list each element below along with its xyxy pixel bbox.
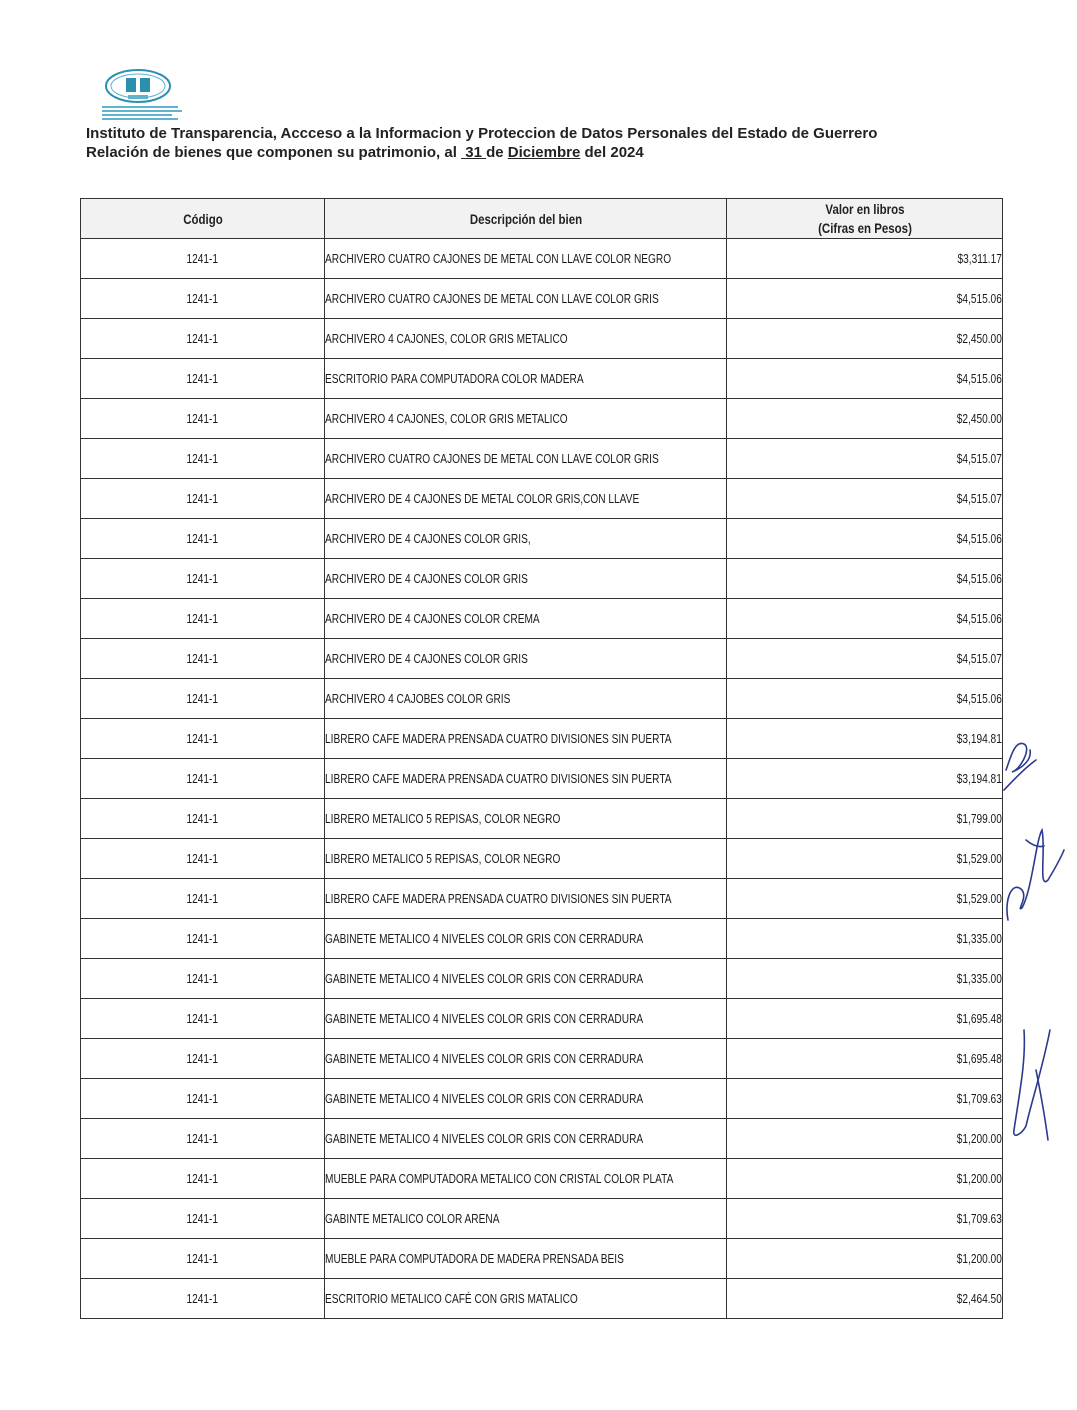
asset-value: $4,515.06 (727, 519, 1003, 559)
table-row (81, 519, 1003, 559)
asset-value: $1,200.00 (727, 1119, 1003, 1159)
asset-description: GABINETE METALICO 4 NIVELES COLOR GRIS CON CERRADURA (325, 959, 727, 999)
asset-code: 1241-1 (81, 1039, 325, 1079)
asset-description: LIBRERO METALICO 5 REPISAS, COLOR NEGRO (325, 839, 727, 879)
table-row (81, 1079, 1003, 1119)
table-row (81, 359, 1003, 399)
asset-description: ARCHIVERO DE 4 CAJONES DE METAL COLOR GRIS,CON LLAVE (325, 479, 727, 519)
asset-code: 1241-1 (81, 1079, 325, 1119)
table-row (81, 1279, 1003, 1319)
signatures (1002, 730, 1072, 1160)
table-row (81, 559, 1003, 599)
asset-description: LIBRERO CAFE MADERA PRENSADA CUATRO DIVISIONES SIN PUERTA (325, 759, 727, 799)
asset-code: 1241-1 (81, 1119, 325, 1159)
table-row (81, 799, 1003, 839)
asset-code: 1241-1 (81, 439, 325, 479)
table-row (81, 639, 1003, 679)
table-row (81, 279, 1003, 319)
table-row (81, 919, 1003, 959)
table-row (81, 759, 1003, 799)
table-row (81, 959, 1003, 999)
asset-value: $1,200.00 (727, 1239, 1003, 1279)
asset-value: $1,695.48 (727, 999, 1003, 1039)
asset-description: ARCHIVERO CUATRO CAJONES DE METAL CON LLAVE COLOR NEGRO (325, 239, 727, 279)
asset-code: 1241-1 (81, 319, 325, 359)
asset-code: 1241-1 (81, 1199, 325, 1239)
asset-code: 1241-1 (81, 1239, 325, 1279)
asset-value: $1,695.48 (727, 1039, 1003, 1079)
asset-value: $1,799.00 (727, 799, 1003, 839)
asset-description: LIBRERO METALICO 5 REPISAS, COLOR NEGRO (325, 799, 727, 839)
report-day: 31 (465, 144, 482, 161)
asset-code: 1241-1 (81, 479, 325, 519)
asset-description: ARCHIVERO DE 4 CAJONES COLOR GRIS (325, 639, 727, 679)
asset-code: 1241-1 (81, 639, 325, 679)
asset-code: 1241-1 (81, 959, 325, 999)
asset-description: LIBRERO CAFE MADERA PRENSADA CUATRO DIVISIONES SIN PUERTA (325, 719, 727, 759)
asset-code: 1241-1 (81, 279, 325, 319)
table-row (81, 1119, 1003, 1159)
asset-description: MUEBLE PARA COMPUTADORA DE MADERA PRENSADA BEIS (325, 1239, 727, 1279)
asset-value: $4,515.06 (727, 599, 1003, 639)
asset-code: 1241-1 (81, 919, 325, 959)
table-row (81, 319, 1003, 359)
asset-description: ARCHIVERO DE 4 CAJONES COLOR GRIS, (325, 519, 727, 559)
asset-code: 1241-1 (81, 879, 325, 919)
asset-description: ARCHIVERO 4 CAJONES, COLOR GRIS METALICO (325, 319, 727, 359)
table-header-row (81, 199, 1003, 239)
asset-description: GABINETE METALICO 4 NIVELES COLOR GRIS CON CERRADURA (325, 919, 727, 959)
asset-value: $4,515.06 (727, 679, 1003, 719)
asset-value: $2,450.00 (727, 319, 1003, 359)
subtitle-de: de (486, 144, 504, 161)
table-row (81, 839, 1003, 879)
asset-value: $3,194.81 (727, 759, 1003, 799)
table-row (81, 999, 1003, 1039)
table-row (81, 1239, 1003, 1279)
asset-description: ARCHIVERO CUATRO CAJONES DE METAL CON LLAVE COLOR GRIS (325, 439, 727, 479)
asset-code: 1241-1 (81, 1159, 325, 1199)
asset-description: ESCRITORIO PARA COMPUTADORA COLOR MADERA (325, 359, 727, 399)
asset-value: $3,194.81 (727, 719, 1003, 759)
asset-value: $2,464.50 (727, 1279, 1003, 1319)
asset-value: $1,529.00 (727, 879, 1003, 919)
asset-code: 1241-1 (81, 719, 325, 759)
asset-description: GABINETE METALICO 4 NIVELES COLOR GRIS CON CERRADURA (325, 1039, 727, 1079)
asset-description: LIBRERO CAFE MADERA PRENSADA CUATRO DIVISIONES SIN PUERTA (325, 879, 727, 919)
asset-description: GABINETE METALICO 4 NIVELES COLOR GRIS CON CERRADURA (325, 1079, 727, 1119)
table-row (81, 599, 1003, 639)
asset-description: ARCHIVERO 4 CAJOBES COLOR GRIS (325, 679, 727, 719)
asset-description: GABINETE METALICO 4 NIVELES COLOR GRIS CON CERRADURA (325, 1119, 727, 1159)
asset-code: 1241-1 (81, 1279, 325, 1319)
report-subtitle (86, 143, 986, 162)
asset-value: $1,529.00 (727, 839, 1003, 879)
institute-name: Instituto de Transparencia, Accceso a la Informacion y Proteccion de Datos Personales del Estado de Guerrero (86, 125, 878, 142)
asset-description: ESCRITORIO METALICO CAFÉ CON GRIS MATALICO (325, 1279, 727, 1319)
table-row (81, 879, 1003, 919)
asset-value: $2,450.00 (727, 399, 1003, 439)
asset-description: ARCHIVERO CUATRO CAJONES DE METAL CON LLAVE COLOR GRIS (325, 279, 727, 319)
asset-value: $1,335.00 (727, 919, 1003, 959)
asset-value: $1,200.00 (727, 1159, 1003, 1199)
asset-code: 1241-1 (81, 559, 325, 599)
asset-code: 1241-1 (81, 399, 325, 439)
asset-value: $3,311.17 (727, 239, 1003, 279)
asset-description: GABINTE METALICO COLOR ARENA (325, 1199, 727, 1239)
table-row (81, 479, 1003, 519)
asset-code: 1241-1 (81, 359, 325, 399)
asset-description: ARCHIVERO DE 4 CAJONES COLOR CREMA (325, 599, 727, 639)
asset-value: $1,335.00 (727, 959, 1003, 999)
column-header-description: Descripción del bien (361, 199, 691, 239)
asset-code: 1241-1 (81, 999, 325, 1039)
table-row (81, 1199, 1003, 1239)
asset-value: $4,515.06 (727, 279, 1003, 319)
asset-value: $4,515.07 (727, 639, 1003, 679)
asset-code: 1241-1 (81, 839, 325, 879)
asset-code: 1241-1 (81, 519, 325, 559)
table-row (81, 439, 1003, 479)
report-year: del 2024 (584, 144, 644, 161)
asset-code: 1241-1 (81, 759, 325, 799)
table-row (81, 1159, 1003, 1199)
column-header-code: Código (102, 199, 302, 239)
asset-description: ARCHIVERO 4 CAJONES, COLOR GRIS METALICO (325, 399, 727, 439)
asset-value: $4,515.07 (727, 479, 1003, 519)
asset-value: $4,515.06 (727, 359, 1003, 399)
asset-code: 1241-1 (81, 599, 325, 639)
assets-table (80, 198, 1003, 1319)
asset-description: MUEBLE PARA COMPUTADORA METALICO CON CRISTAL COLOR PLATA (325, 1159, 727, 1199)
table-row (81, 679, 1003, 719)
subtitle-prefix: Relación de bienes que componen su patrimonio, al (86, 144, 457, 161)
table-row (81, 399, 1003, 439)
table-body (81, 239, 1003, 1319)
asset-value: $4,515.07 (727, 439, 1003, 479)
asset-code: 1241-1 (81, 679, 325, 719)
institute-logo (98, 66, 190, 122)
table-row (81, 1039, 1003, 1079)
asset-code: 1241-1 (81, 799, 325, 839)
asset-value: $1,709.63 (727, 1079, 1003, 1119)
asset-description: ARCHIVERO DE 4 CAJONES COLOR GRIS (325, 559, 727, 599)
document-header (86, 124, 986, 162)
column-header-value: Valor en libros (Cifras en Pesos) (751, 199, 977, 239)
asset-value: $4,515.06 (727, 559, 1003, 599)
table-row (81, 239, 1003, 279)
asset-value: $1,709.63 (727, 1199, 1003, 1239)
asset-code: 1241-1 (81, 239, 325, 279)
report-month: Diciembre (507, 144, 581, 161)
table-row (81, 719, 1003, 759)
asset-description: GABINETE METALICO 4 NIVELES COLOR GRIS CON CERRADURA (325, 999, 727, 1039)
